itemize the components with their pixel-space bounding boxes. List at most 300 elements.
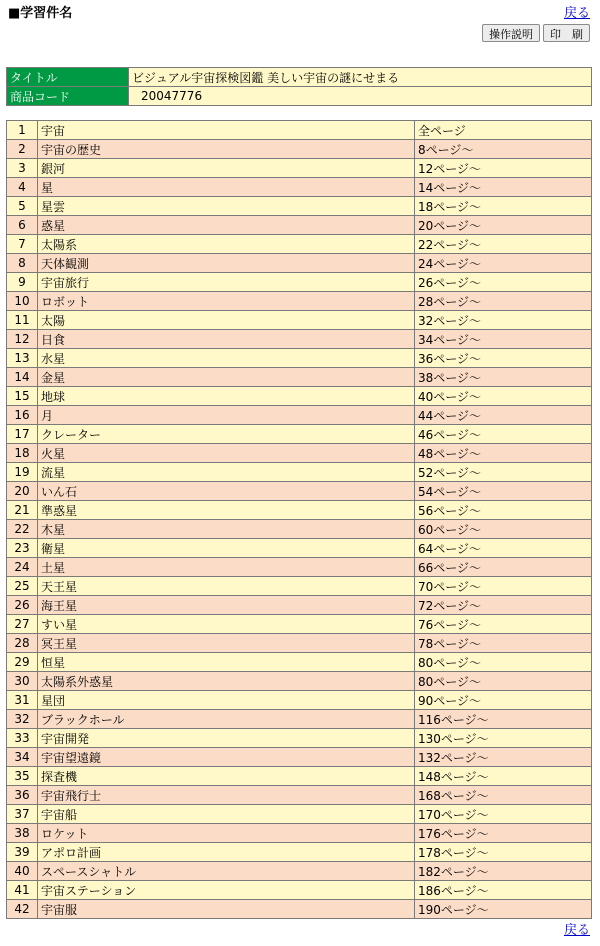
toc-row (7, 577, 592, 596)
toc-row (7, 140, 592, 159)
toc-number-text: 16 (14, 408, 30, 422)
page-title: ■学習件名 (8, 6, 73, 21)
toc-number-text: 26 (14, 598, 30, 612)
toc-topic-text: 火星 (41, 446, 66, 461)
toc-page (415, 615, 592, 634)
toc-page-text: 8ページ～ (418, 142, 474, 157)
toc-number-text: 36 (14, 788, 30, 802)
toc-topic (38, 425, 415, 444)
back-link-top[interactable]: 戻る (563, 6, 590, 21)
toc-row (7, 311, 592, 330)
toc-page (415, 444, 592, 463)
toc-page (415, 425, 592, 444)
toc-page-text: 24ページ～ (418, 257, 481, 273)
toc-topic (38, 843, 415, 862)
toc-page-text: 64ページ～ (418, 541, 482, 556)
toc-number (7, 254, 38, 273)
toc-number-text: 4 (18, 180, 26, 194)
toc-page (415, 520, 592, 539)
info-table (6, 67, 592, 106)
toc-number (7, 577, 38, 596)
toc-page-text: 54ページ～ (418, 484, 482, 499)
toc-topic (38, 463, 415, 482)
toc-page (415, 216, 592, 235)
toc-topic (38, 292, 415, 311)
toc-number (7, 444, 38, 463)
toc-number (7, 121, 38, 140)
toc-row (7, 710, 592, 729)
toc-topic-text: 日食 (41, 332, 66, 347)
toc-number-text: 13 (14, 351, 30, 365)
toc-topic-text: 土星 (41, 560, 66, 575)
toc-number-text: 19 (14, 465, 30, 479)
toc-page-text: 12ページ～ (418, 161, 482, 176)
toc-row (7, 444, 592, 463)
toc-page (415, 482, 592, 501)
toc-number (7, 235, 38, 254)
toc-number (7, 558, 38, 577)
toc-topic (38, 520, 415, 539)
toc-topic-text: 冥王星 (41, 636, 78, 651)
toc-topic (38, 444, 415, 463)
toc-number (7, 368, 38, 387)
toc-number (7, 539, 38, 558)
toc-page-text: 28ページ～ (418, 294, 482, 309)
toc-topic-text: 天体観測 (41, 257, 89, 273)
toc-number-text: 34 (14, 750, 30, 764)
toc-page-text: 190ページ～ (418, 902, 489, 917)
toc-topic-text: ロケット (41, 826, 89, 841)
toc-number (7, 767, 38, 786)
toc-number (7, 387, 38, 406)
toc-row (7, 273, 592, 292)
toc-page-text: 44ページ～ (418, 408, 482, 423)
toc-number (7, 292, 38, 311)
toc-number-text: 27 (14, 617, 30, 631)
toc-topic (38, 824, 415, 843)
toc-topic-text: 宇宙船 (41, 807, 78, 822)
toc-page (415, 197, 592, 216)
toc-number (7, 691, 38, 710)
toc-page (415, 235, 592, 254)
toc-page (415, 653, 592, 672)
toc-number (7, 596, 38, 615)
toc-page (415, 710, 592, 729)
toc-row (7, 900, 592, 919)
toc-number-text: 30 (14, 674, 30, 688)
toc-number-text: 18 (14, 446, 30, 460)
toc-topic-text: 星雲 (41, 199, 66, 214)
toc-number-text: 41 (14, 883, 30, 897)
toc-topic-text: 惑星 (41, 218, 66, 233)
toc-topic-text: 太陽 (41, 313, 66, 328)
toc-page-text: 38ページ～ (418, 370, 482, 385)
toc-number (7, 216, 38, 235)
toc-page-text: 32ページ～ (418, 313, 482, 328)
toc-page-text: 72ページ～ (418, 598, 482, 613)
toc-page (415, 273, 592, 292)
toc-topic (38, 254, 415, 273)
toc-number (7, 406, 38, 425)
toc-page (415, 539, 592, 558)
toc-row (7, 121, 592, 140)
toc-topic (38, 539, 415, 558)
toc-row (7, 539, 592, 558)
toc-topic (38, 368, 415, 387)
toc-page (415, 406, 592, 425)
toc-topic-text: 宇宙 (41, 123, 66, 138)
toc-page (415, 824, 592, 843)
toc-number-text: 3 (18, 161, 26, 175)
toc-number-text: 1 (18, 123, 26, 137)
toc-page (415, 387, 592, 406)
toc-topic (38, 387, 415, 406)
toc-topic (38, 862, 415, 881)
toc-page (415, 843, 592, 862)
toc-number-text: 17 (14, 427, 30, 441)
toc-number-text: 42 (14, 902, 30, 916)
toc-topic (38, 881, 415, 900)
toc-number-text: 32 (14, 712, 30, 726)
toc-page (415, 121, 592, 140)
toc-page-text: 90ページ～ (418, 693, 482, 708)
toc-row (7, 596, 592, 615)
toc-topic (38, 615, 415, 634)
code-label: 商品コード (7, 87, 129, 106)
toc-number (7, 349, 38, 368)
toc-page (415, 463, 592, 482)
toc-page-text: 26ページ～ (418, 275, 482, 290)
toc-topic (38, 634, 415, 653)
toc-number-text: 40 (14, 864, 30, 878)
toc-topic (38, 900, 415, 919)
toc-row (7, 634, 592, 653)
toc-topic-text: 恒星 (41, 655, 66, 670)
toc-topic (38, 159, 415, 178)
toc-number (7, 824, 38, 843)
toc-row (7, 235, 592, 254)
toc-topic-text: 星団 (41, 693, 66, 708)
toc-row (7, 615, 592, 634)
info-row-title (7, 68, 592, 87)
toc-page-text: 78ページ～ (418, 636, 482, 651)
toc-number (7, 653, 38, 672)
toc-row (7, 178, 592, 197)
toc-page-text: 60ページ～ (418, 522, 482, 537)
toc-row (7, 881, 592, 900)
toc-number-text: 28 (14, 636, 30, 650)
toc-number-text: 20 (14, 484, 30, 498)
toc-row (7, 805, 592, 824)
toc-number (7, 634, 38, 653)
toc-page (415, 767, 592, 786)
toc-topic-text: 金星 (41, 370, 66, 385)
toc-topic (38, 235, 415, 254)
toc-page (415, 786, 592, 805)
toc-topic (38, 653, 415, 672)
toc-number (7, 862, 38, 881)
toc-number-text: 15 (14, 389, 30, 403)
toc-topic-text: 宇宙の歴史 (41, 142, 102, 157)
toc-row (7, 387, 592, 406)
toc-number-text: 37 (14, 807, 30, 821)
title-value: ビジュアル宇宙探検図鑑 美しい宇宙の謎にせまる (129, 68, 592, 87)
toc-number-text: 25 (14, 579, 30, 593)
toc-topic-text: 地球 (41, 389, 66, 404)
toc-topic-text: クレーター (41, 427, 102, 442)
toc-topic-text: 宇宙旅行 (41, 275, 90, 290)
toc-number-text: 10 (14, 294, 30, 308)
toc-row (7, 330, 592, 349)
toc-page-text: 36ページ～ (418, 351, 482, 366)
toc-topic (38, 406, 415, 425)
toc-number (7, 748, 38, 767)
print-button[interactable]: 印 刷 (543, 24, 590, 42)
toc-topic (38, 767, 415, 786)
toc-topic-text: 宇宙開発 (41, 731, 90, 746)
toc-topic (38, 501, 415, 520)
toc-topic-text: スペースシャトル (41, 864, 137, 879)
toc-page-text: 22ページ～ (418, 237, 482, 252)
toc-number (7, 672, 38, 691)
toc-topic-text: 宇宙服 (41, 902, 78, 917)
toc-topic-text: 太陽系 (41, 237, 78, 252)
toc-number (7, 786, 38, 805)
toc-page (415, 577, 592, 596)
toc-topic (38, 273, 415, 292)
toc-row (7, 748, 592, 767)
toc-page (415, 900, 592, 919)
toc-number (7, 178, 38, 197)
toc-page-text: 116ページ～ (418, 712, 489, 727)
toc-page-text: 182ページ～ (418, 864, 489, 879)
toc-page (415, 691, 592, 710)
toc-number (7, 805, 38, 824)
toc-number-text: 2 (18, 142, 26, 156)
toc-page-text: 14ページ～ (418, 180, 482, 195)
toc-number-text: 24 (14, 560, 30, 574)
toc-page-text: 132ページ～ (418, 750, 489, 765)
toc-topic (38, 140, 415, 159)
toc-topic (38, 596, 415, 615)
toc-number (7, 900, 38, 919)
manual-button[interactable]: 操作説明 (482, 24, 540, 42)
toc-number (7, 843, 38, 862)
toc-number (7, 520, 38, 539)
toc-number-text: 23 (14, 541, 30, 555)
toc-number (7, 615, 38, 634)
toc-topic (38, 710, 415, 729)
code-value: 20047776 (129, 87, 592, 106)
toc-row (7, 672, 592, 691)
toc-topic-text: 銀河 (41, 161, 66, 176)
toc-row (7, 368, 592, 387)
toc-topic-text: いん石 (41, 484, 78, 499)
toc-topic-text: 天王星 (41, 579, 78, 594)
toc-row (7, 159, 592, 178)
toc-number-text: 39 (14, 845, 30, 859)
toc-page (415, 672, 592, 691)
toc-page-text: 176ページ～ (418, 826, 489, 841)
toc-page (415, 292, 592, 311)
toc-topic-text: 準惑星 (41, 503, 78, 518)
toc-topic-text: 月 (41, 408, 54, 423)
toc-topic (38, 482, 415, 501)
toc-topic-text: 海王星 (41, 598, 78, 613)
toc-topic-text: アポロ計画 (41, 845, 102, 860)
toc-page-text: 18ページ～ (418, 199, 482, 214)
toc-page-text: 170ページ～ (418, 807, 489, 822)
toc-number-text: 12 (14, 332, 30, 346)
toc-row (7, 463, 592, 482)
toc-topic (38, 805, 415, 824)
toc-number-text: 31 (14, 693, 30, 707)
toc-number (7, 273, 38, 292)
toc-page-text: 48ページ～ (418, 446, 482, 461)
toc-topic-text: すい星 (41, 617, 78, 632)
toc-number-text: 21 (14, 503, 30, 517)
toc-page-text: 66ページ～ (418, 560, 482, 575)
toc-page (415, 311, 592, 330)
toc-number (7, 330, 38, 349)
toc-topic (38, 121, 415, 140)
toc-row (7, 824, 592, 843)
toc-number-text: 8 (18, 256, 26, 270)
toc-number (7, 482, 38, 501)
toolbar (482, 24, 590, 42)
toc-page (415, 862, 592, 881)
toc-page-text: 186ページ～ (418, 883, 489, 898)
toc-page-text: 40ページ～ (418, 389, 482, 404)
toc-page (415, 501, 592, 520)
toc-number-text: 29 (14, 655, 30, 669)
toc-topic (38, 729, 415, 748)
toc-topic-text: 衛星 (41, 541, 66, 556)
toc-number (7, 881, 38, 900)
toc-topic-text: 宇宙飛行士 (41, 788, 102, 803)
toc-page-text: 80ページ～ (418, 655, 482, 670)
toc-page (415, 330, 592, 349)
toc-topic (38, 330, 415, 349)
toc-number (7, 729, 38, 748)
toc-number (7, 425, 38, 444)
toc-row (7, 691, 592, 710)
info-row-code (7, 87, 592, 106)
title-label: タイトル (7, 68, 129, 87)
toc-topic-text: ロボット (41, 294, 90, 309)
toc-number (7, 710, 38, 729)
toc-row (7, 767, 592, 786)
toc-topic (38, 311, 415, 330)
toc-page (415, 596, 592, 615)
toc-page-text: 全ページ (418, 123, 466, 138)
toc-topic-text: 木星 (41, 522, 66, 537)
toc-page-text: 56ページ～ (418, 503, 482, 518)
toc-topic-text: 宇宙望遠鏡 (41, 750, 102, 765)
toc-page (415, 558, 592, 577)
toc-page-text: 148ページ～ (418, 769, 489, 784)
toc-topic (38, 748, 415, 767)
toc-number-text: 11 (14, 313, 30, 327)
toc-page-text: 80ページ～ (418, 674, 482, 689)
toc-topic (38, 178, 415, 197)
toc-number-text: 38 (14, 826, 30, 840)
toc-page-text: 52ページ～ (418, 465, 482, 480)
toc-row (7, 216, 592, 235)
toc-page (415, 729, 592, 748)
toc-page-text: 178ページ～ (418, 845, 489, 860)
toc-page (415, 368, 592, 387)
toc-row (7, 292, 592, 311)
toc-topic-text: 流星 (41, 465, 66, 480)
toc-page (415, 178, 592, 197)
toc-topic (38, 197, 415, 216)
toc-page-text: 70ページ～ (418, 579, 482, 594)
toc-row (7, 729, 592, 748)
toc-page (415, 140, 592, 159)
toc-page (415, 748, 592, 767)
toc-number (7, 311, 38, 330)
toc-topic-text: 水星 (41, 351, 66, 366)
toc-topic-text: 星 (41, 180, 54, 195)
toc-topic-text: 探査機 (41, 769, 78, 784)
toc-topic (38, 558, 415, 577)
toc-page (415, 254, 592, 273)
toc-page (415, 805, 592, 824)
toc-row (7, 786, 592, 805)
toc-row (7, 862, 592, 881)
toc-number-text: 33 (14, 731, 30, 745)
toc-row (7, 406, 592, 425)
toc-table (6, 120, 592, 919)
toc-row (7, 843, 592, 862)
toc-row (7, 501, 592, 520)
toc-number-text: 22 (14, 522, 30, 536)
toc-page-text: 20ページ～ (418, 218, 482, 233)
toc-row (7, 349, 592, 368)
toc-topic-text: ブラックホール (41, 712, 125, 727)
toc-number-text: 9 (18, 275, 26, 289)
toc-page (415, 881, 592, 900)
toc-topic (38, 786, 415, 805)
toc-topic (38, 691, 415, 710)
toc-page (415, 349, 592, 368)
toc-row (7, 425, 592, 444)
toc-row (7, 653, 592, 672)
toc-number (7, 463, 38, 482)
toc-number (7, 159, 38, 178)
toc-topic (38, 349, 415, 368)
toc-row (7, 482, 592, 501)
toc-number-text: 7 (18, 237, 26, 251)
toc-number-text: 5 (18, 199, 26, 213)
toc-page-text: 168ページ～ (418, 788, 489, 803)
toc-topic (38, 577, 415, 596)
back-link-bottom[interactable]: 戻る (563, 923, 590, 938)
toc-topic (38, 216, 415, 235)
toc-number (7, 197, 38, 216)
toc-page-text: 34ページ～ (418, 332, 482, 347)
toc-row (7, 197, 592, 216)
toc-number (7, 501, 38, 520)
toc-row (7, 254, 592, 273)
toc-page (415, 159, 592, 178)
toc-page-text: 46ページ～ (418, 427, 482, 442)
toc-row (7, 520, 592, 539)
toc-number-text: 35 (14, 769, 30, 783)
toc-number-text: 6 (18, 218, 26, 232)
toc-number (7, 140, 38, 159)
